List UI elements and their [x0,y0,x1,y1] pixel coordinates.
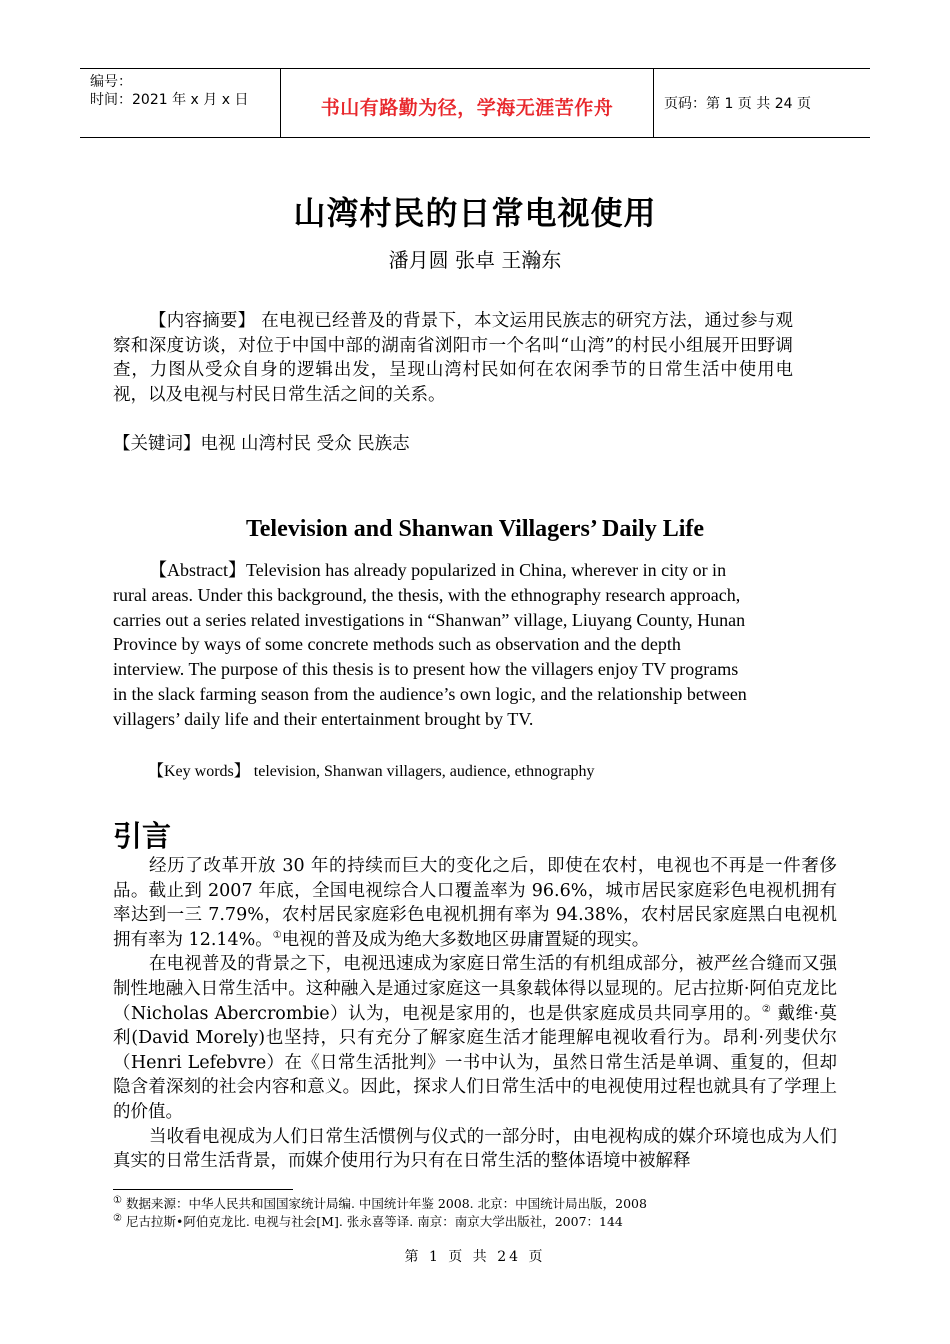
keywords-en: 【Key words】 television, Shanwan villagers, audience, ethnography [148,763,595,780]
footnote-2 [113,1214,623,1230]
paragraph [113,854,837,952]
abstract-en-line: interview. The purpose of this thesis is to present how the villagers enjoy TV programs [113,659,739,680]
body-text [113,854,837,1174]
paragraph-text: 经历了改革开放 30 年的持续而巨大的变化之后，即使在农村，电视也不再是一件奢侈品。截止到 2007 年底，全国电视综合人口覆盖率为 96.6%，城市居民家庭彩色电视机拥有率达到一三 7.79%，农村居民家庭彩色电视机拥有率为 94.38%，农村居民家庭黑白电视机拥有率为 12.14%。 [113,856,837,950]
footnote-mark: ① [113,1194,122,1206]
header-meta [80,69,280,137]
header-motto-cell [280,69,654,137]
serial-label: 编号： [90,74,132,90]
section-heading: 引言 [113,819,172,853]
paragraph-text: 在电视普及的背景之下，电视迅速成为家庭日常生活的有机组成部分，被严丝合缝而又强制性地融入日常生活中。这种融入是通过家庭这一具象载体得以显现的。尼古拉斯·阿伯克龙比（Nicholas Abercrombie）认为，电视是家用的，也是供家庭成员共同享用的。 [113,954,837,1024]
abstract-en-line: carries out a series related investigations in “Shanwan” village, Liuyang County, Hunan [113,609,746,630]
footnote-1 [113,1196,647,1212]
abstract-zh: 【内容摘要】 在电视已经普及的背景下，本文运用民族志的研究方法，通过参与观察和深度访谈，对位于中国中部的湖南省浏阳市一个名叫“山湾”的村民小组展开田野调查，力图从受众自身的逻辑出发，呈现山湾村民如何在农闲季节的日常生活中使用电视，以及电视与村民日常生活之间的关系。 [113,311,793,405]
english-title: Television and Shanwan Villagers’ Daily Life [245,516,705,542]
abstract-en-line: in the slack farming season from the audience’s own logic, and the relationship between [113,683,747,704]
page-number: 第 1 页 共 24 页 [404,1249,546,1265]
keywords-zh: 【关键词】电视 山湾村民 受众 民族志 [113,434,410,454]
footnote-divider [113,1189,293,1190]
abstract-en [113,558,803,732]
footnote-text: 尼古拉斯•阿伯克龙比. 电视与社会[M]. 张永喜等译. 南京：南京大学出版社，2007：144 [121,1214,623,1229]
footnote-ref[interactable]: ② [761,1003,772,1015]
page-title: 山湾村民的日常电视使用 [293,194,657,232]
authors: 潘月圆 张卓 王瀚东 [388,248,562,272]
paragraph-text: 电视的普及成为绝大多数地区毋庸置疑的现实。 [281,929,650,950]
time-label: 时间：2021 年 x 月 x 日 [90,92,249,108]
paragraph-text: 戴维·莫利(David Morely)也坚持，只有充分了解家庭生活才能理解电视收看行为。昂利·列斐伏尔（Henri Lefebvre）在《日常生活批判》一书中认为，虽然日常生活是单调、重复的，但却隐含着深刻的社会内容和意义。因此，探求人们日常生活中的电视使用过程也就具有了学理上的价值。 [113,1003,837,1122]
paragraph: 当收看电视成为人们日常生活惯例与仪式的一部分时，由电视构成的媒介环境也成为人们真实的日常生活背景，而媒介使用行为只有在日常生活的整体语境中被解释 [113,1126,837,1172]
footnote-text: 数据来源：中华人民共和国国家统计局编. 中国统计年鉴 2008. 北京：中国统计局出版，2008 [121,1196,647,1211]
footnote-mark: ② [113,1212,122,1224]
motto: 书山有路勤为径，学海无涯苦作舟 [320,96,614,119]
abstract-en-line: 【Abstract】Television has already popularized in China, wherever in city or in [149,560,727,580]
footnote-ref[interactable]: ① [272,929,282,941]
abstract-en-line: Province by ways of some concrete methods such as observation and the depth [113,634,681,655]
paragraph [113,952,837,1124]
header-page-info: 页码：第 1 页 共 24 页 [664,96,811,112]
abstract-en-line: rural areas. Under this background, the thesis, with the ethnography research approach, [113,584,741,605]
header-table [80,68,870,138]
abstract-en-line: villagers’ daily life and their entertainment brought by TV. [113,708,534,729]
